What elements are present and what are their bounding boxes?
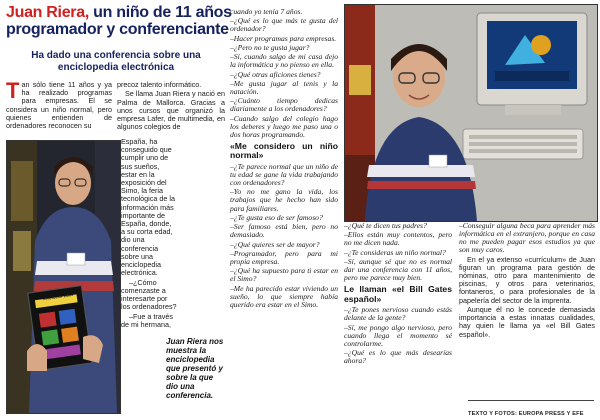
column-5: [459, 222, 595, 340]
photo-boy-with-book: [6, 140, 121, 414]
question: –¿Qué quieres ser de mayor?: [230, 239, 320, 249]
answer: –Ser famoso está bien, pero no demasiado.: [230, 222, 338, 240]
photo-illustration: [345, 5, 597, 221]
intro-paragraph: an sólo tiene 11 años y ya ha realizado programas para empresas. El se considera un niño normal, pero quienes entienden de ordenadores reconocen su: [6, 80, 112, 131]
question: –¿Cuánto tiempo dedicas diariamente a los ordenadores?: [230, 96, 338, 114]
paragraph: En el ya extenso «currículum» de Juan figuran un programa para gestión de nóminas, otro para mantenimiento de piscinas, y otros para veterinarios, fontaneros, o para profesionales de la papelería del sector de la imprenta.: [459, 254, 595, 305]
drop-cap: T: [6, 78, 20, 103]
paragraph: España, ha conseguido que cumplir uno de sus sueños, estar en la exposición del Simo, la feria tecnológica de la información más importante de España, donde, a su corta edad, dio una conferencia sobre una enciclopedia electrónica.: [121, 137, 175, 278]
subtitle-box: [10, 50, 222, 73]
question: –¿Te consideras un niño normal?: [344, 247, 446, 257]
paragraph: –¿Cómo comenzaste a interesarte por los ordenadores?: [121, 277, 177, 312]
answer: –Cuando salgo del colegio hago los deberes y luego me paso una o dos horas programando.: [230, 113, 338, 139]
article-subtitle: Ha dado una conferencia sobre una enciclopedia electrónica: [31, 50, 201, 73]
question: –¿Qué ha supuesto para ti estar en el Simo?: [230, 266, 338, 284]
credit-text: TEXTO Y FOTOS: EUROPA PRESS Y EFE: [468, 411, 584, 417]
answer: –Yo no me gano la vida, los trabajos que he hecho han sido para familiares.: [230, 187, 338, 213]
photo-caption: [166, 337, 226, 400]
paragraph: precoz talento informático.: [117, 80, 202, 89]
question: –¿Te gusta eso de ser famoso?: [230, 212, 323, 222]
answer: –Hacer programas para empresas.: [230, 33, 337, 43]
book-cover-title: ENCICLOPEDIA: [42, 291, 74, 302]
column-2-top: [117, 81, 225, 133]
answer: –Conseguir alguna beca para aprender más informática en el extranjero, porque en casa no me pueden pagar esos estudios ya que son muy caros.: [459, 221, 595, 255]
headline: [6, 4, 234, 38]
column-4: [344, 222, 452, 366]
title-rest: un niño de 11 años: [93, 4, 232, 21]
answer: –Programador, pero para mi propia empresa.: [230, 248, 338, 266]
answer: –Sí, aunque sé que no es normal dar una conferencia con 11 años, pero me parece muy bien.: [344, 256, 452, 283]
article-title: [6, 4, 234, 38]
photo-illustration: [7, 141, 120, 413]
caption-text: Juan Riera nos muestra la enciclopedia que presentó y sobre la que dio una conferencia.: [166, 337, 224, 400]
answer: –Me ha parecido estar viviendo un sueño, lo que siempre había querido era estar en el Simo.: [230, 283, 338, 309]
section-heading: «Me considero un niño normal»: [230, 140, 338, 161]
paragraph: cuando yo tenía 7 años.: [230, 7, 303, 16]
paragraph: Se llama Juan Riera y nació en Palma de Mallorca. Gracias a unos cursos que organizó la empresa Lafer, de multimedia, en algunos colegios de: [117, 89, 225, 132]
credit-line: [468, 400, 594, 420]
column-1: [6, 78, 112, 131]
photo-boy-at-computer: [344, 4, 598, 222]
question: –¿Te pones nervioso cuando estás delante de la gente?: [344, 305, 452, 323]
section-heading: Le llaman «el Bill Gates español»: [344, 284, 452, 304]
question: –¿Qué es lo que más te gusta del ordenador?: [230, 16, 338, 34]
paragraph: Aunque él no le concede demasiada importancia a estas innatas cualidades, hay quien le llama ya «el Bill Gates español».: [459, 304, 595, 339]
question: –¿Te parece normal que un niño de tu edad se gane la vida trabajando con ordenadores?: [230, 161, 338, 188]
question: –¿Pero no te gusta jugar?: [230, 42, 310, 52]
answer: –Ellos están muy contentos, pero no me dicen nada.: [344, 230, 452, 248]
question: –¿Qué otras aficiones tienes?: [230, 69, 321, 79]
column-2-middle: [121, 138, 177, 330]
column-3: [230, 8, 338, 310]
answer: –Sí, cuando salgo de mi casa dejo la informática y no pienso en ella.: [230, 52, 338, 70]
question: –¿Qué te dicen tus padres?: [344, 221, 427, 230]
title-line2: programador y conferenciante: [6, 21, 229, 38]
answer: –Sí, me pongo algo nervioso, pero cuando llega el momento sé controlarme.: [344, 322, 452, 348]
question: –¿Qué es lo que más desearías ahora?: [344, 348, 452, 366]
title-name: Juan Riera,: [6, 4, 89, 21]
answer: –Me gusta jugar al tenis y la natación.: [230, 78, 338, 96]
paragraph: –Fue a través de mi hermana,: [121, 311, 173, 329]
